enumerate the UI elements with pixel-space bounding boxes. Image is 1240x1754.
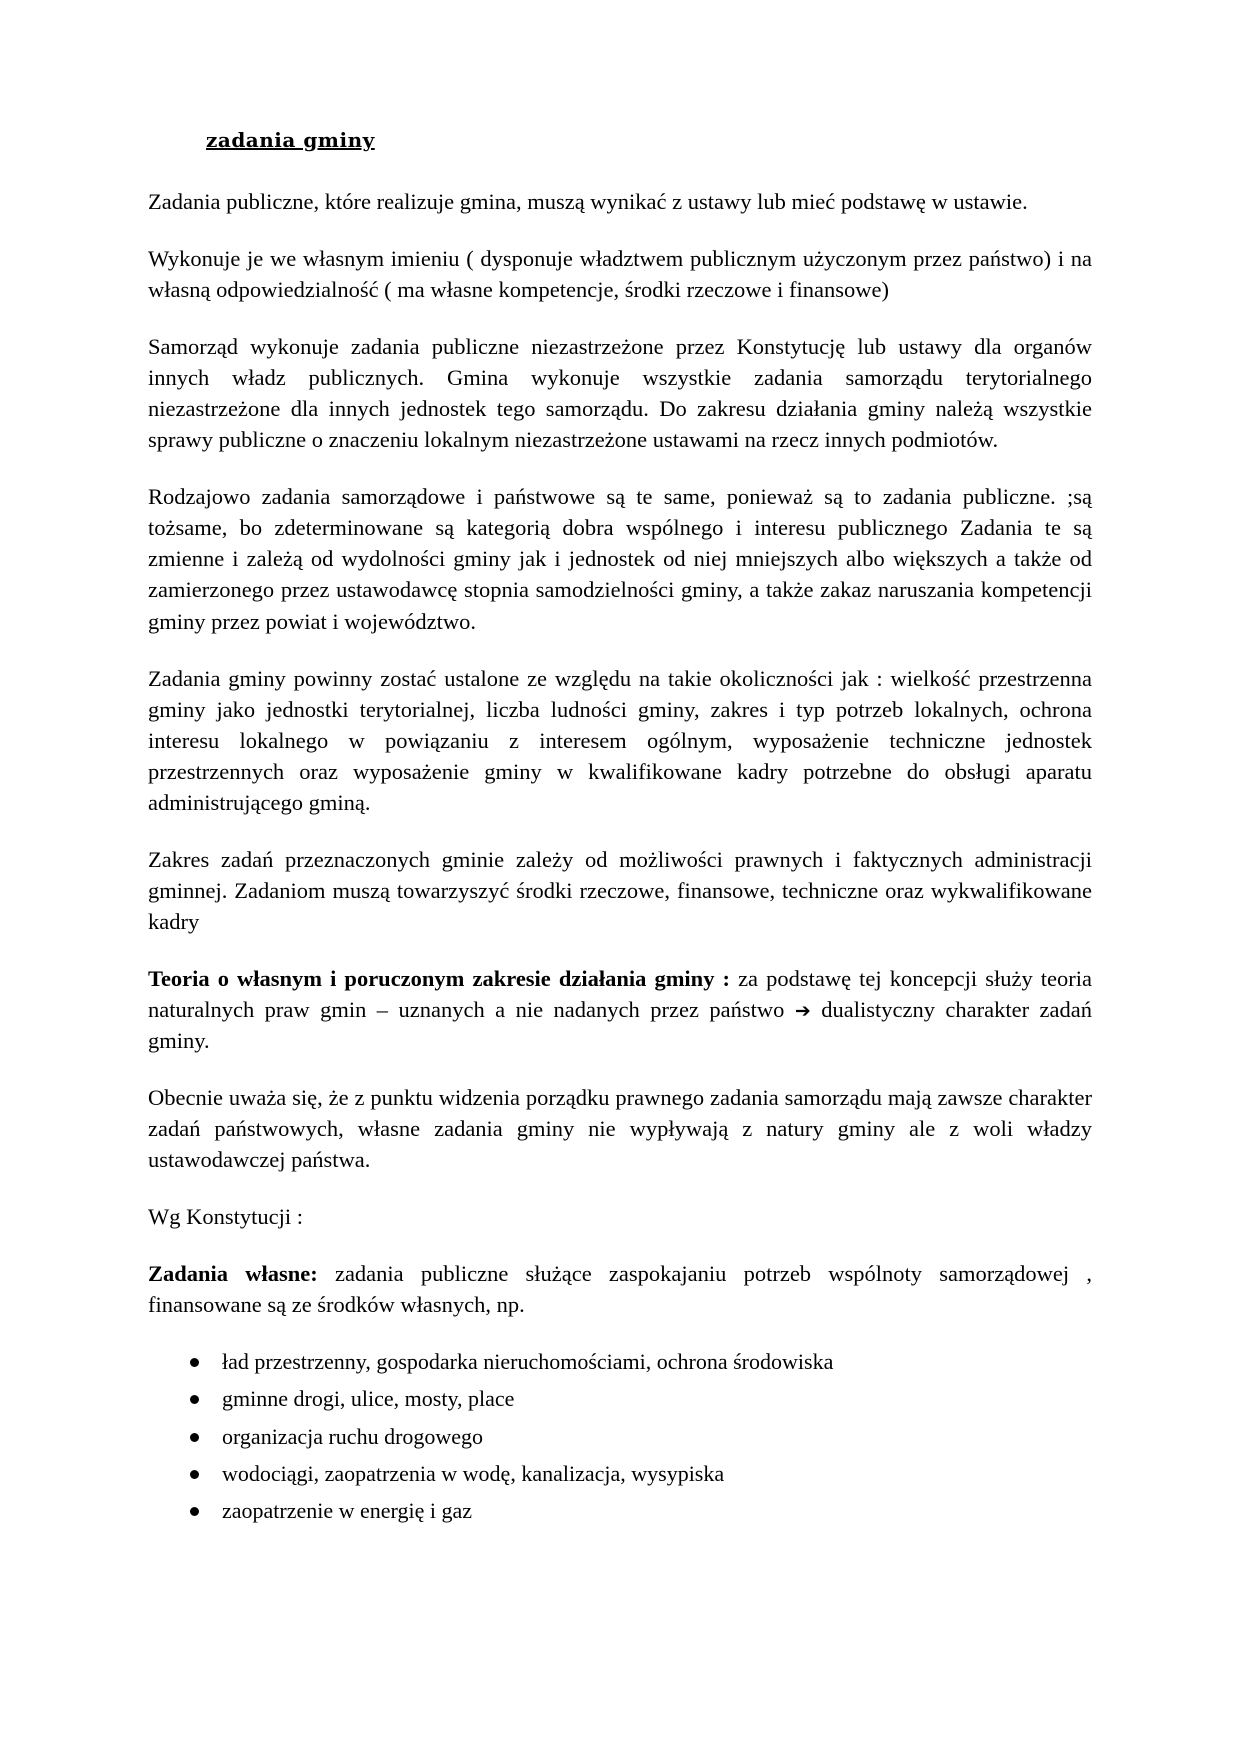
paragraph-6: Zakres zadań przeznaczonych gminie zależy od możliwości prawnych i faktycznych administracji gminnej. Zadaniom muszą towarzyszyć środki rzeczowe, finansowe, techniczne oraz wykwalifikowane kadry: [148, 846, 1092, 934]
arrow-icon: ➔: [794, 999, 811, 1022]
list-item: gminne drogi, ulice, mosty, place: [148, 1383, 1092, 1415]
paragraph-4: Rodzajowo zadania samorządowe i państwowe są te same, ponieważ są to zadania publiczne. ;są tożsame, bo zdeterminowane są kategorią dobra wspólnego i interesu publicznego Zadania te są zmienne i zależą od wydolności gminy jak i jednostek od niej mniejszych albo większych a także od zamierzonego przez ustawodawcę stopnia samodzielności gminy, a także zakaz naruszania kompetencji gminy przez powiat i województwo.: [148, 484, 1092, 634]
theory-text-after-arrow: dualistyczny charakter zadań gminy.: [148, 996, 1092, 1054]
own-tasks-text: zadania publiczne służące zaspokajaniu potrzeb wspólnoty samorządowej , finansowane są ze środków własnych, np.: [148, 1261, 1092, 1318]
own-tasks-list: [148, 1346, 1092, 1527]
list-item: zaopatrzenie w energię i gaz: [148, 1495, 1092, 1527]
paragraph-3: Samorząd wykonuje zadania publiczne niezastrzeżone przez Konstytucję lub ustawy dla organów innych władz publicznych. Gmina wykonuje wszystkie zadania samorządu terytorialnego niezastrzeżone dla innych jednostek tego samorządu. Do zakresu działania gminy należą wszystkie sprawy publiczne o znaczeniu lokalnym niezastrzeżone ustawami na rzecz innych podmiotów.: [148, 334, 1092, 453]
list-item: ład przestrzenny, gospodarka nieruchomościami, ochrona środowiska: [148, 1346, 1092, 1378]
page-title: zadania gminy: [206, 128, 375, 152]
list-item: organizacja ruchu drogowego: [148, 1421, 1092, 1453]
theory-lead: Teoria o własnym i poruczonym zakresie działania gminy :: [148, 965, 730, 991]
list-item: wodociągi, zaopatrzenia w wodę, kanalizacja, wysypiska: [148, 1458, 1092, 1490]
paragraph-constitution-label: Wg Konstytucji :: [148, 1204, 303, 1230]
paragraph-2: Wykonuje je we własnym imieniu ( dysponuje władztwem publicznym użyczonym przez państwo) i na własną odpowiedzialność ( ma własne kompetencje, środki rzeczowe i finansowe): [148, 246, 1092, 303]
paragraph-1: Zadania publiczne, które realizuje gmina, muszą wynikać z ustawy lub mieć podstawę w ustawie.: [148, 189, 1028, 214]
own-tasks-lead: Zadania własne:: [148, 1261, 318, 1287]
theory-text-before-arrow: za podstawę tej koncepcji służy teoria naturalnych praw gmin – uznanych a nie nadanych przez państwo: [148, 965, 1092, 1022]
paragraph-7: Obecnie uważa się, że z punktu widzenia porządku prawnego zadania samorządu mają zawsze charakter zadań państwowych, własne zadania gminy nie wypływają z natury gminy ale z woli władzy ustawodawczej państwa.: [148, 1085, 1092, 1173]
own-tasks-paragraph: [148, 1258, 1092, 1320]
theory-paragraph: [148, 963, 1092, 1056]
paragraph-5: Zadania gminy powinny zostać ustalone ze względu na takie okoliczności jak : wielkość przestrzenna gminy jako jednostki terytorialnej, liczba ludności gminy, zakres i typ potrzeb lokalnych, ochrona interesu lokalnego w powiązaniu z interesem ogólnym, wyposażenie techniczne jednostek przestrzennych oraz wyposażenie gminy w kwalifikowane kadry potrzebne do obsługi aparatu administrującego gminą.: [148, 665, 1092, 815]
